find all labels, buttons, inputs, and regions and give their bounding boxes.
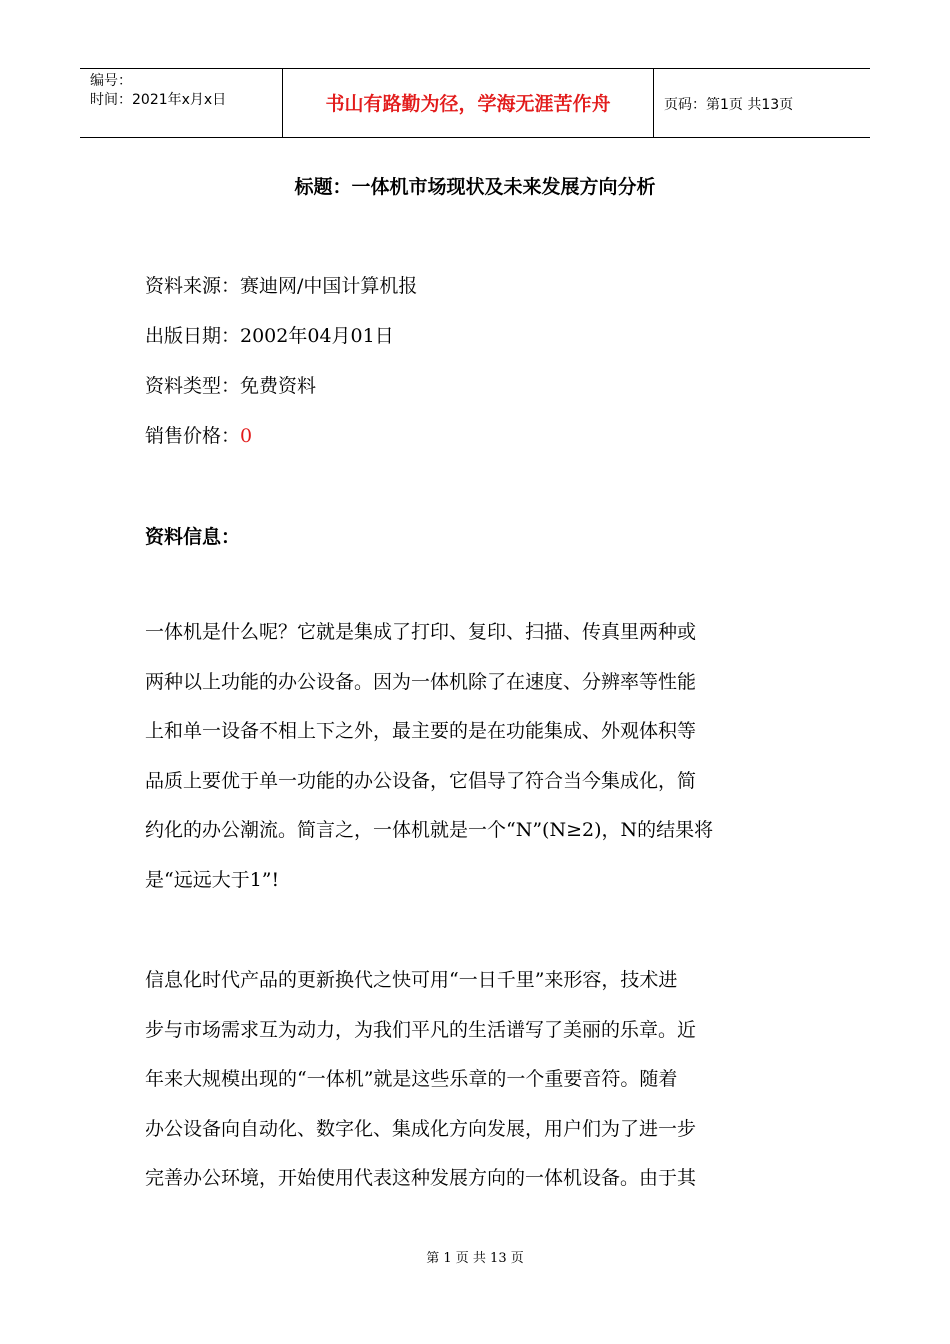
price-label: 销售价格： [145,425,241,447]
time-label: 时间：2021年x月x日 [90,92,227,108]
header-center-cell [282,69,654,137]
paragraph-2 [145,956,805,1204]
page-footer: 第 1 页 共 13 页 [426,1251,524,1266]
meta-source: 资料来源：赛迪网/中国计算机报 [145,275,418,297]
motto: 书山有路勤为径，学海无涯苦作舟 [325,93,611,115]
header-left-cell [80,69,282,137]
price-value: 0 [240,425,253,447]
number-label: 编号： [90,73,132,89]
paragraph-line: 两种以上功能的办公设备。因为一体机除了在速度、分辨率等性能 [145,670,697,693]
document-title: 标题：一体机市场现状及未来发展方向分析 [294,176,656,198]
meta-price [145,421,252,448]
paragraph-line: 步与市场需求互为动力，为我们平凡的生活谱写了美丽的乐章。近 [145,1018,697,1041]
paragraph-line: 办公设备向自动化、数字化、集成化方向发展，用户们为了进一步 [145,1117,697,1140]
paragraph-line: 完善办公环境，开始使用代表这种发展方向的一体机设备。由于其 [145,1167,697,1189]
paragraph-line: 品质上要优于单一功能的办公设备，它倡导了符合当今集成化，简 [145,769,697,792]
paragraph-line: 是“远远大于1”! [145,868,280,891]
section-heading: 资料信息： [145,526,241,548]
paragraph-1 [145,608,805,905]
meta-date: 出版日期：2002年04月01日 [145,325,394,347]
paragraph-line: 一体机是什么呢？它就是集成了打印、复印、扫描、传真里两种或 [145,621,697,643]
paragraph-line: 信息化时代产品的更新换代之快可用“一日千里”来形容，技术进 [145,969,678,991]
meta-type: 资料类型：免费资料 [145,375,317,397]
paragraph-line: 约化的办公潮流。简言之，一体机就是一个“N”(N≥2)，N的结果将 [145,819,714,841]
page-info: 页码：第1页 共13页 [664,97,794,113]
paragraph-line: 年来大规模出现的“一体机”就是这些乐章的一个重要音符。随着 [145,1068,678,1090]
paragraph-line: 上和单一设备不相上下之外，最主要的是在功能集成、外观体积等 [145,720,697,742]
document-header [80,68,870,138]
